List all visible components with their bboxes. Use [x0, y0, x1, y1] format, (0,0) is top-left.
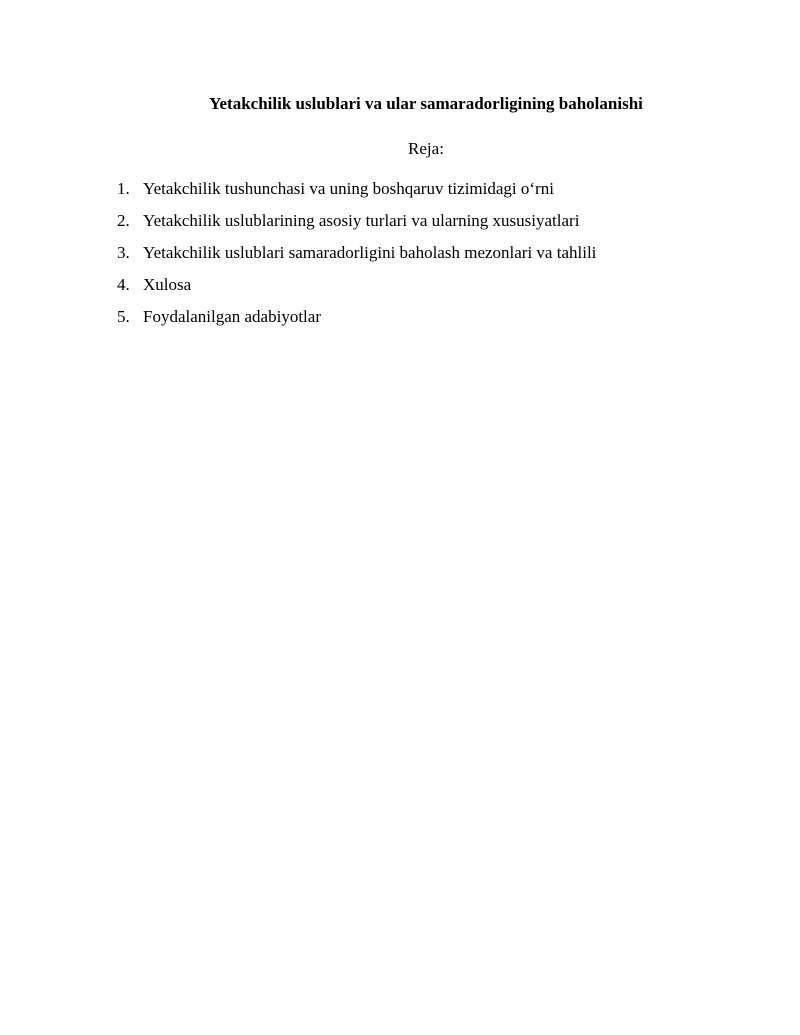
plan-item [117, 178, 757, 210]
plan-item-text: Yetakchilik uslublarining asosiy turlari va ularning xususiyatlari [143, 211, 580, 230]
plan-item [117, 210, 757, 242]
plan-item-number: 2. [117, 211, 130, 230]
plan-item-text: Xulosa [143, 275, 192, 294]
plan-item-number: 5. [117, 307, 130, 326]
plan-item-number: 3. [117, 243, 130, 262]
plan-item [117, 274, 757, 306]
plan-item-text: Yetakchilik uslublari samaradorligini baholash mezonlari va tahlili [143, 243, 597, 262]
plan-item-number: 1. [117, 179, 130, 198]
plan-item [117, 306, 757, 338]
plan-list [117, 178, 757, 338]
document-title: Yetakchilik uslublari va ular samaradorligining baholanishi [209, 94, 643, 113]
plan-item-text: Foydalanilgan adabiyotlar [143, 307, 321, 326]
plan-heading: Reja: [408, 139, 444, 158]
plan-item-number: 4. [117, 275, 130, 294]
plan-item [117, 242, 757, 274]
plan-item-text: Yetakchilik tushunchasi va uning boshqaruv tizimidagi o‘rni [143, 179, 554, 198]
